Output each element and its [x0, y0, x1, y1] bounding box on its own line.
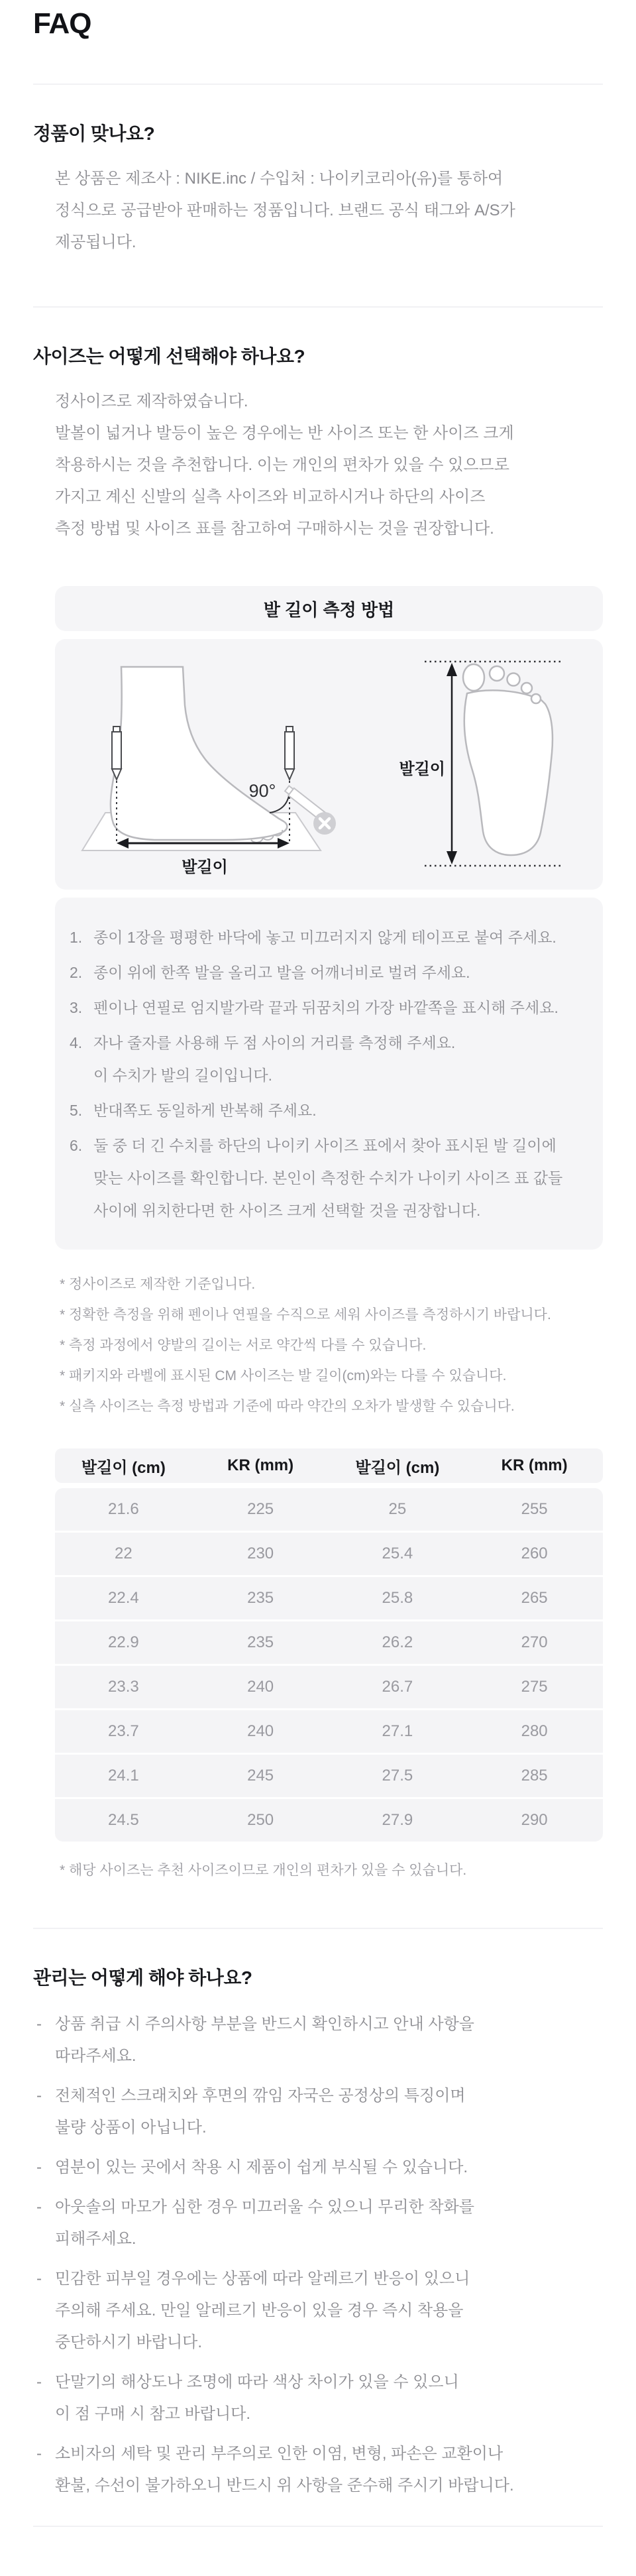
- table-cell: 27.9: [382, 1811, 413, 1829]
- toe: [507, 673, 520, 686]
- table-cell: 22.4: [108, 1589, 139, 1607]
- step-number: 2.: [70, 964, 83, 981]
- measurement-notes: [60, 1269, 603, 1422]
- measure-title: 발 길이 측정 방법: [263, 599, 395, 620]
- step-row: [70, 957, 590, 989]
- step-number: 4.: [70, 1034, 83, 1051]
- foot-side-icon: [111, 667, 287, 840]
- step-line: 자나 줄자를 사용해 두 점 사이의 거리를 측정해 주세요.: [93, 1034, 456, 1051]
- table-cell: 23.7: [108, 1722, 139, 1740]
- step-number: 5.: [70, 1102, 83, 1119]
- care-line: 민감한 피부일 경우에는 상품에 따라 알레르기 반응이 있으니: [55, 2270, 470, 2288]
- table-row: [55, 1666, 603, 1708]
- table-header-cell: KR (mm): [227, 1456, 294, 1474]
- table-cell: 230: [247, 1545, 274, 1562]
- step-row: [70, 921, 590, 954]
- size-table-header: [55, 1448, 603, 1483]
- foot-length-label: 발길이: [182, 858, 228, 876]
- toe: [521, 683, 532, 693]
- toe: [490, 666, 504, 681]
- table-cell: 290: [521, 1811, 548, 1829]
- table-cell: 26.2: [382, 1633, 413, 1651]
- note-line: * 정확한 측정을 위해 펜이나 연필을 수직으로 세워 사이즈를 측정하시기 바랍니다.: [60, 1307, 551, 1322]
- question-authenticity: 정품이 맞나요?: [33, 123, 155, 144]
- answer-line: 가지고 계신 신발의 실측 사이즈와 비교하시거나 하단의 사이즈: [55, 488, 486, 506]
- bottom-spacer: [33, 2527, 603, 2565]
- table-cell: 27.5: [382, 1767, 413, 1785]
- step-line: 반대쪽도 동일하게 반복해 주세요.: [93, 1102, 317, 1119]
- answer-authenticity: [55, 163, 603, 259]
- table-row: [55, 1533, 603, 1575]
- table-cell: 285: [521, 1767, 548, 1785]
- table-header-cell: KR (mm): [501, 1456, 568, 1474]
- divider: [33, 84, 603, 85]
- dash-marker: -: [36, 2373, 42, 2391]
- toe: [531, 694, 541, 703]
- care-line: 단말기의 해상도나 조명에 따라 색상 차이가 있을 수 있으니: [55, 2373, 459, 2391]
- table-cell: 24.5: [108, 1811, 139, 1829]
- table-header-cell: 발길이 (cm): [81, 1458, 166, 1477]
- note-line: * 패키지와 라벨에 표시된 CM 사이즈는 발 길이(cm)와는 다를 수 있습니다.: [60, 1368, 507, 1383]
- table-row: [55, 1799, 603, 1842]
- care-line: 불량 상품이 아닙니다.: [55, 2119, 207, 2137]
- table-cell: 270: [521, 1633, 548, 1651]
- table-cell: 235: [247, 1589, 274, 1607]
- answer-size: [55, 386, 603, 545]
- table-cell: 25.8: [382, 1589, 413, 1607]
- vertical-length-arrow: [447, 663, 457, 864]
- angle-label: 90°: [248, 781, 276, 801]
- measurement-steps: [55, 898, 603, 1250]
- size-table: [55, 1448, 603, 1842]
- step-row: [70, 1027, 590, 1092]
- table-cell: 22.9: [108, 1633, 139, 1651]
- note-line: * 측정 과정에서 양발의 길이는 서로 약간씩 다를 수 있습니다.: [60, 1338, 427, 1353]
- care-line: 소비자의 세탁 및 관리 부주의로 인한 이염, 변형, 파손은 교환이나: [55, 2445, 504, 2463]
- table-cell: 265: [521, 1589, 548, 1607]
- step-line: 펜이나 연필로 엄지발가락 끝과 뒤꿈치의 가장 바깥쪽을 표시해 주세요.: [93, 999, 558, 1016]
- foot-length-label: 발길이: [399, 760, 445, 778]
- measure-title-box: [55, 586, 603, 631]
- care-item: [36, 2152, 603, 2184]
- table-cell: 260: [521, 1545, 548, 1562]
- dash-marker: -: [36, 2198, 42, 2216]
- table-cell: 240: [247, 1722, 274, 1740]
- table-row: [55, 1488, 603, 1531]
- note-line: * 정사이즈로 제작한 기준입니다.: [60, 1277, 256, 1292]
- table-cell: 250: [247, 1811, 274, 1829]
- care-item: [36, 2080, 603, 2144]
- table-cell: 235: [247, 1633, 274, 1651]
- care-line: 환불, 수선이 불가하오니 반드시 위 사항을 준수해 주시기 바랍니다.: [55, 2477, 514, 2494]
- step-row: [70, 992, 590, 1024]
- pencil-icon: [285, 727, 294, 780]
- answer-line: 발볼이 넓거나 발등이 높은 경우에는 반 사이즈 또는 한 사이즈 크게: [55, 424, 514, 442]
- table-cell: 21.6: [108, 1500, 139, 1518]
- table-cell: 25: [388, 1500, 407, 1518]
- size-table-note: * 해당 사이즈는 추천 사이즈이므로 개인의 편차가 있을 수 있습니다.: [60, 1863, 467, 1878]
- care-line: 주의해 주세요. 만일 알레르기 반응이 있을 경우 즉시 착용을: [55, 2302, 464, 2319]
- question-size: 사이즈는 어떻게 선택해야 하나요?: [33, 346, 305, 367]
- table-row: [55, 1577, 603, 1619]
- step-line: 사이에 위치한다면 한 사이즈 크게 선택할 것을 권장합니다.: [93, 1202, 481, 1219]
- care-line: 중단하시기 바랍니다.: [55, 2333, 202, 2351]
- care-line: 따라주세요.: [55, 2047, 136, 2065]
- divider: [33, 306, 603, 308]
- answer-line: 착용하시는 것을 추천합니다. 이는 개인의 편차가 있을 수 있으므로: [55, 456, 509, 474]
- size-table-body: [55, 1488, 603, 1842]
- step-line: 종이 위에 한쪽 발을 올리고 발을 어깨너비로 벌려 주세요.: [93, 964, 470, 981]
- table-header-cell: 발길이 (cm): [355, 1458, 440, 1477]
- table-cell: 25.4: [382, 1545, 413, 1562]
- care-item: [36, 2192, 603, 2255]
- care-line: 아웃솔의 마모가 심한 경우 미끄러울 수 있으니 무리한 착화를: [55, 2198, 474, 2216]
- answer-line: 측정 방법 및 사이즈 표를 참고하여 구매하시는 것을 권장합니다.: [55, 520, 494, 538]
- table-cell: 245: [247, 1767, 274, 1785]
- foot-measurement-illustration: [55, 639, 603, 890]
- table-cell: 24.1: [108, 1767, 139, 1785]
- table-row: [55, 1755, 603, 1797]
- table-cell: 225: [247, 1500, 274, 1518]
- answer-line: 정사이즈로 제작하였습니다.: [55, 392, 248, 410]
- step-row: [70, 1130, 590, 1227]
- step-line: 맞는 사이즈를 확인합니다. 본인이 측정한 수치가 나이키 사이즈 표 값들: [93, 1169, 563, 1187]
- pencil-icon: [112, 727, 121, 780]
- faq-page: [0, 7, 636, 2565]
- step-row: [70, 1094, 590, 1127]
- care-line: 상품 취급 시 주의사항 부분을 반드시 확인하시고 안내 사항을: [55, 2015, 474, 2033]
- x-mark-icon: [313, 812, 336, 835]
- table-row: [55, 1621, 603, 1664]
- question-care: 관리는 어떻게 해야 하나요?: [33, 1967, 252, 1988]
- table-row: [55, 1710, 603, 1753]
- dash-marker: -: [36, 2015, 42, 2033]
- care-item: [36, 2263, 603, 2359]
- dash-marker: -: [36, 2445, 42, 2463]
- answer-line: 정식으로 공급받아 판매하는 정품입니다. 브랜드 공식 태그와 A/S가: [55, 202, 515, 219]
- step-line: 종이 1장을 평평한 바닥에 놓고 미끄러지지 않게 테이프로 붙여 주세요.: [93, 929, 556, 946]
- step-line: 둘 중 더 긴 수치를 하단의 나이키 사이즈 표에서 찾아 표시된 발 길이에: [93, 1137, 556, 1154]
- step-number: 6.: [70, 1137, 83, 1154]
- care-item: [36, 2009, 603, 2072]
- big-toe: [463, 664, 484, 691]
- table-cell: 26.7: [382, 1678, 413, 1696]
- table-cell: 255: [521, 1500, 548, 1518]
- note-line: * 실측 사이즈는 측정 방법과 기준에 따라 약간의 오차가 발생할 수 있습니다.: [60, 1399, 515, 1414]
- step-number: 1.: [70, 929, 83, 946]
- table-cell: 240: [247, 1678, 274, 1696]
- care-line: 전체적인 스크래치와 후면의 깎임 자국은 공정상의 특징이며: [55, 2087, 466, 2105]
- dash-marker: -: [36, 2087, 42, 2105]
- page-title: FAQ: [33, 7, 91, 40]
- step-number: 3.: [70, 999, 83, 1016]
- table-cell: 22: [115, 1545, 132, 1562]
- measurement-diagram: [55, 639, 603, 890]
- table-cell: 280: [521, 1722, 548, 1740]
- table-cell: 275: [521, 1678, 548, 1696]
- step-line: 이 수치가 발의 길이입니다.: [93, 1067, 272, 1084]
- table-cell: 23.3: [108, 1678, 139, 1696]
- answer-line: 제공됩니다.: [55, 233, 136, 251]
- table-cell: 27.1: [382, 1722, 413, 1740]
- foot-top-icon: [464, 690, 553, 855]
- care-item: [36, 2367, 603, 2430]
- care-line: 염분이 있는 곳에서 착용 시 제품이 쉽게 부식될 수 있습니다.: [55, 2158, 468, 2176]
- answer-line: 본 상품은 제조사 : NIKE.inc / 수입처 : 나이키코리아(유)를 통하여: [55, 170, 504, 188]
- divider: [33, 1928, 603, 1929]
- care-line: 이 점 구매 시 참고 바랍니다.: [55, 2405, 251, 2423]
- care-list: [36, 2009, 603, 2502]
- care-line: 피해주세요.: [55, 2230, 136, 2248]
- dash-marker: -: [36, 2158, 42, 2176]
- care-item: [36, 2438, 603, 2502]
- dash-marker: -: [36, 2270, 42, 2288]
